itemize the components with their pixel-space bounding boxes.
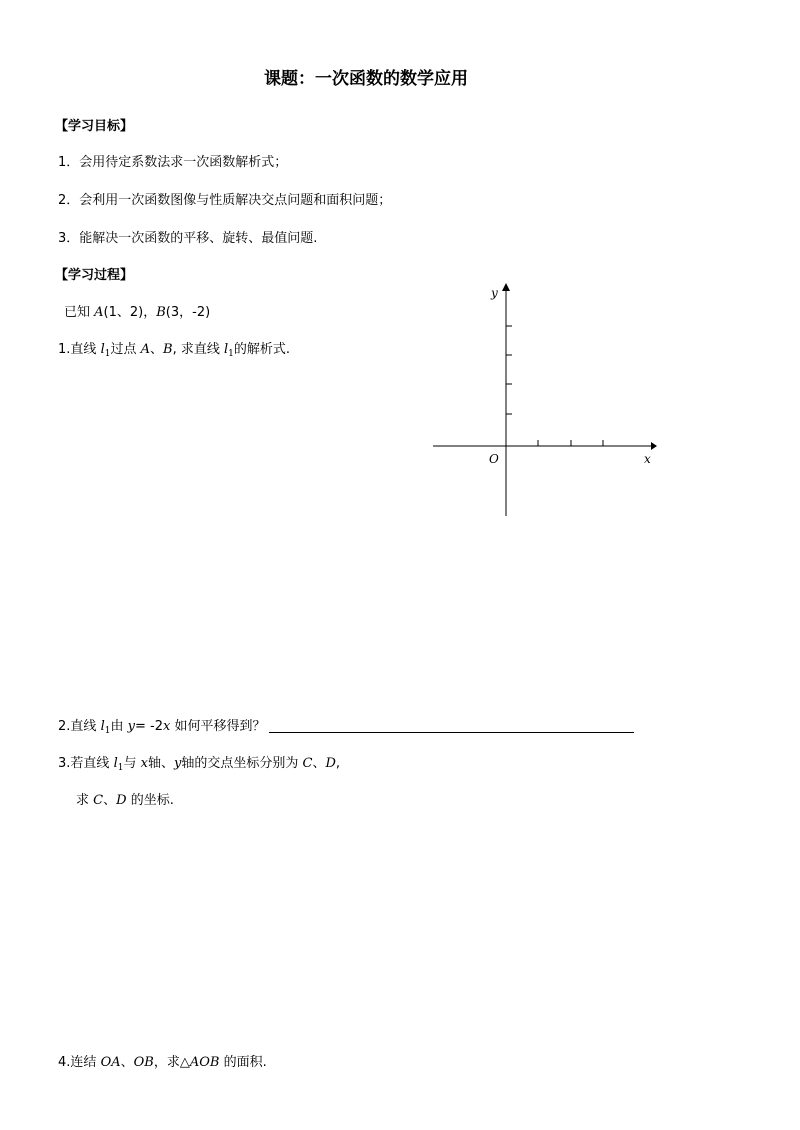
question-3-line-2	[76, 793, 174, 809]
q3-l2-c: C	[93, 793, 104, 808]
point-b-label: B	[156, 305, 166, 320]
q3-l2-text-3: 的坐标.	[130, 793, 174, 808]
q3-text-1: 若直线	[70, 756, 110, 771]
process-heading: 【学习过程】	[55, 268, 134, 283]
q2-text-1: 直线	[70, 719, 97, 734]
q2-line-l: l	[100, 719, 105, 734]
objective-item-3: 3．能解决一次函数的平移、旋转、最值问题.	[58, 231, 318, 246]
q1-point-b: B	[163, 342, 173, 357]
q3-y: y	[173, 756, 182, 771]
answer-blank[interactable]	[269, 718, 634, 733]
q3-d: D	[325, 756, 336, 771]
q1-text-5: 的解析式.	[233, 342, 291, 357]
q2-text-3: 如何平移得到？	[174, 719, 266, 734]
q3-text-2: 与	[123, 756, 137, 771]
q3-line-l: l	[113, 756, 118, 771]
q1-text-3: 、	[150, 342, 164, 357]
q2-text-2: 由	[110, 719, 124, 734]
q1-line-l-2: l	[224, 342, 229, 357]
q4-oa: OA	[100, 1055, 121, 1070]
q1-line-sub-2: 1	[228, 349, 234, 359]
q3-l2-text-1: 求	[76, 793, 90, 808]
q1-text-2: 过点	[110, 342, 137, 357]
q3-c: C	[302, 756, 313, 771]
q3-text-3: 轴、	[147, 756, 174, 771]
x-axis-label: x	[644, 452, 651, 466]
question-4	[58, 1055, 267, 1071]
page-title: 课题：一次函数的数学应用	[264, 69, 468, 89]
q2-line-sub: 1	[104, 726, 111, 736]
q4-text-1: 连结	[70, 1055, 97, 1070]
q1-line-l: l	[100, 342, 105, 357]
q2-number: 2.	[58, 719, 71, 734]
q3-text-4: 轴的交点坐标分别为	[181, 756, 299, 771]
q1-line-sub: 1	[104, 349, 111, 359]
q4-text-3: ，求△	[153, 1055, 190, 1070]
objectives-heading: 【学习目标】	[55, 119, 134, 134]
y-axis-label: y	[491, 286, 498, 300]
point-b-coord: (3，-2)	[165, 305, 211, 320]
q4-ob: OB	[133, 1055, 154, 1070]
q3-text-6: ,	[335, 756, 341, 771]
x-axis-arrow	[651, 442, 657, 450]
q2-expr-x: x	[162, 719, 171, 734]
coordinate-axes	[425, 278, 665, 523]
question-3	[58, 756, 340, 776]
q1-point-a: A	[140, 342, 151, 357]
q4-number: 4.	[58, 1055, 71, 1070]
objective-item-1: 1．会用待定系数法求一次函数解析式；	[58, 155, 288, 170]
q1-text-1: 直线	[70, 342, 97, 357]
question-1	[58, 342, 290, 362]
q2-expr-y: y	[127, 719, 135, 734]
q3-l2-text-2: 、	[103, 793, 117, 808]
q3-l2-d: D	[116, 793, 127, 808]
q4-aob: AOB	[189, 1055, 220, 1070]
q3-x: x	[140, 756, 148, 771]
given-prefix: 已知	[64, 305, 91, 320]
q4-text-2: 、	[120, 1055, 134, 1070]
origin-label: O	[489, 452, 499, 466]
q2-expr-mid: = -2	[134, 719, 163, 734]
question-2	[58, 718, 634, 739]
point-a-coord: (1、2)，	[103, 305, 157, 320]
point-a-label: A	[94, 305, 104, 320]
q4-text-4: 的面积.	[223, 1055, 267, 1070]
q1-text-4: , 求直线	[172, 342, 220, 357]
q3-text-5: 、	[312, 756, 326, 771]
q1-number: 1.	[58, 342, 71, 357]
objective-item-2: 2．会利用一次函数图像与性质解决交点问题和面积问题；	[58, 193, 392, 208]
q3-number: 3.	[58, 756, 71, 771]
given-points	[64, 305, 210, 321]
q3-line-sub: 1	[117, 763, 124, 773]
y-axis-arrow	[502, 283, 510, 291]
